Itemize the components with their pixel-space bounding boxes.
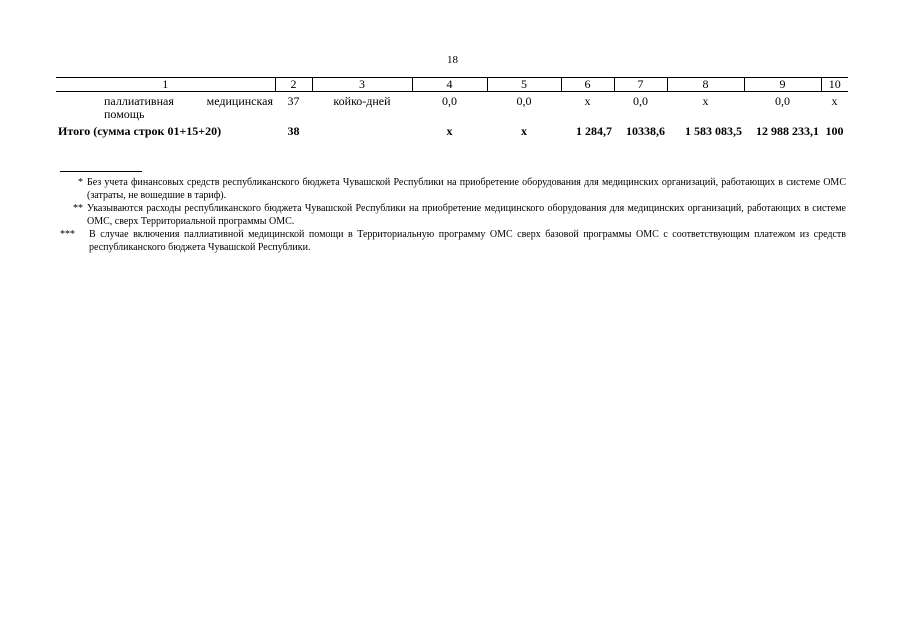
column-number: 9: [744, 78, 821, 92]
row-name: паллиативная медицинская помощь: [104, 94, 273, 121]
column-number: 3: [312, 78, 412, 92]
total-row: [56, 121, 848, 138]
column-number: 8: [667, 78, 744, 92]
value-cell: 12 988 233,1: [756, 124, 819, 138]
value-cell: х: [702, 94, 709, 108]
value-cell: 0,0: [775, 94, 790, 108]
footnote-text: В случае включения паллиативной медицинской помощи в Территориальную программу ОМС сверх базовой программы ОМС с соответствующим платежом из средств республиканского бюджета Чувашской Республики.: [89, 229, 846, 253]
footnote-mark: **: [73, 203, 83, 214]
footnote-text: Без учета финансовых средств республиканского бюджета Чувашской Республики на приобретение оборудования для медицинских организаций, работающих в системе ОМС (затраты, не вошедшие в тариф).: [87, 177, 846, 201]
footnote: [56, 176, 846, 202]
column-number: 1: [56, 78, 275, 92]
value-cell: 0,0: [516, 94, 532, 108]
column-number: 2: [275, 78, 312, 92]
footnote: [56, 228, 846, 254]
page-number: 18: [447, 54, 458, 66]
table-row: [56, 92, 848, 122]
footnote-mark: *: [78, 177, 83, 188]
column-number: 5: [487, 78, 561, 92]
value-cell: 100: [825, 124, 844, 138]
footnote-divider: [60, 171, 142, 172]
value-cell: х: [584, 94, 591, 108]
value-cell: 0,0: [442, 94, 457, 108]
value-cell: х: [521, 124, 527, 138]
column-number-row: [56, 78, 848, 92]
footnote-mark: ***: [60, 229, 75, 240]
unit-cell: койко-дней: [333, 94, 391, 108]
footnote: [56, 202, 846, 228]
column-number: 10: [821, 78, 848, 92]
value-cell: 1 284,7: [576, 124, 612, 138]
data-table: [56, 77, 848, 138]
unit-cell: [312, 121, 412, 138]
value-cell: х: [831, 94, 838, 108]
column-number: 4: [412, 78, 487, 92]
row-number: 37: [287, 94, 300, 108]
row-number: 38: [287, 124, 300, 138]
value-cell: 0,0: [633, 94, 648, 108]
footnote-text: Указываются расходы республиканского бюджета Чувашской Республики на приобретение медицинского оборудования для медицинских организаций, работающих в системе ОМС, сверх Территориальной программы ОМС.: [87, 203, 846, 227]
footnotes: [56, 176, 846, 254]
value-cell: 1 583 083,5: [685, 124, 742, 138]
column-number: 6: [561, 78, 614, 92]
total-label: Итого (сумма строк 01+15+20): [58, 124, 222, 138]
column-number: 7: [614, 78, 667, 92]
value-cell: 10338,6: [626, 124, 665, 138]
value-cell: х: [446, 124, 453, 138]
